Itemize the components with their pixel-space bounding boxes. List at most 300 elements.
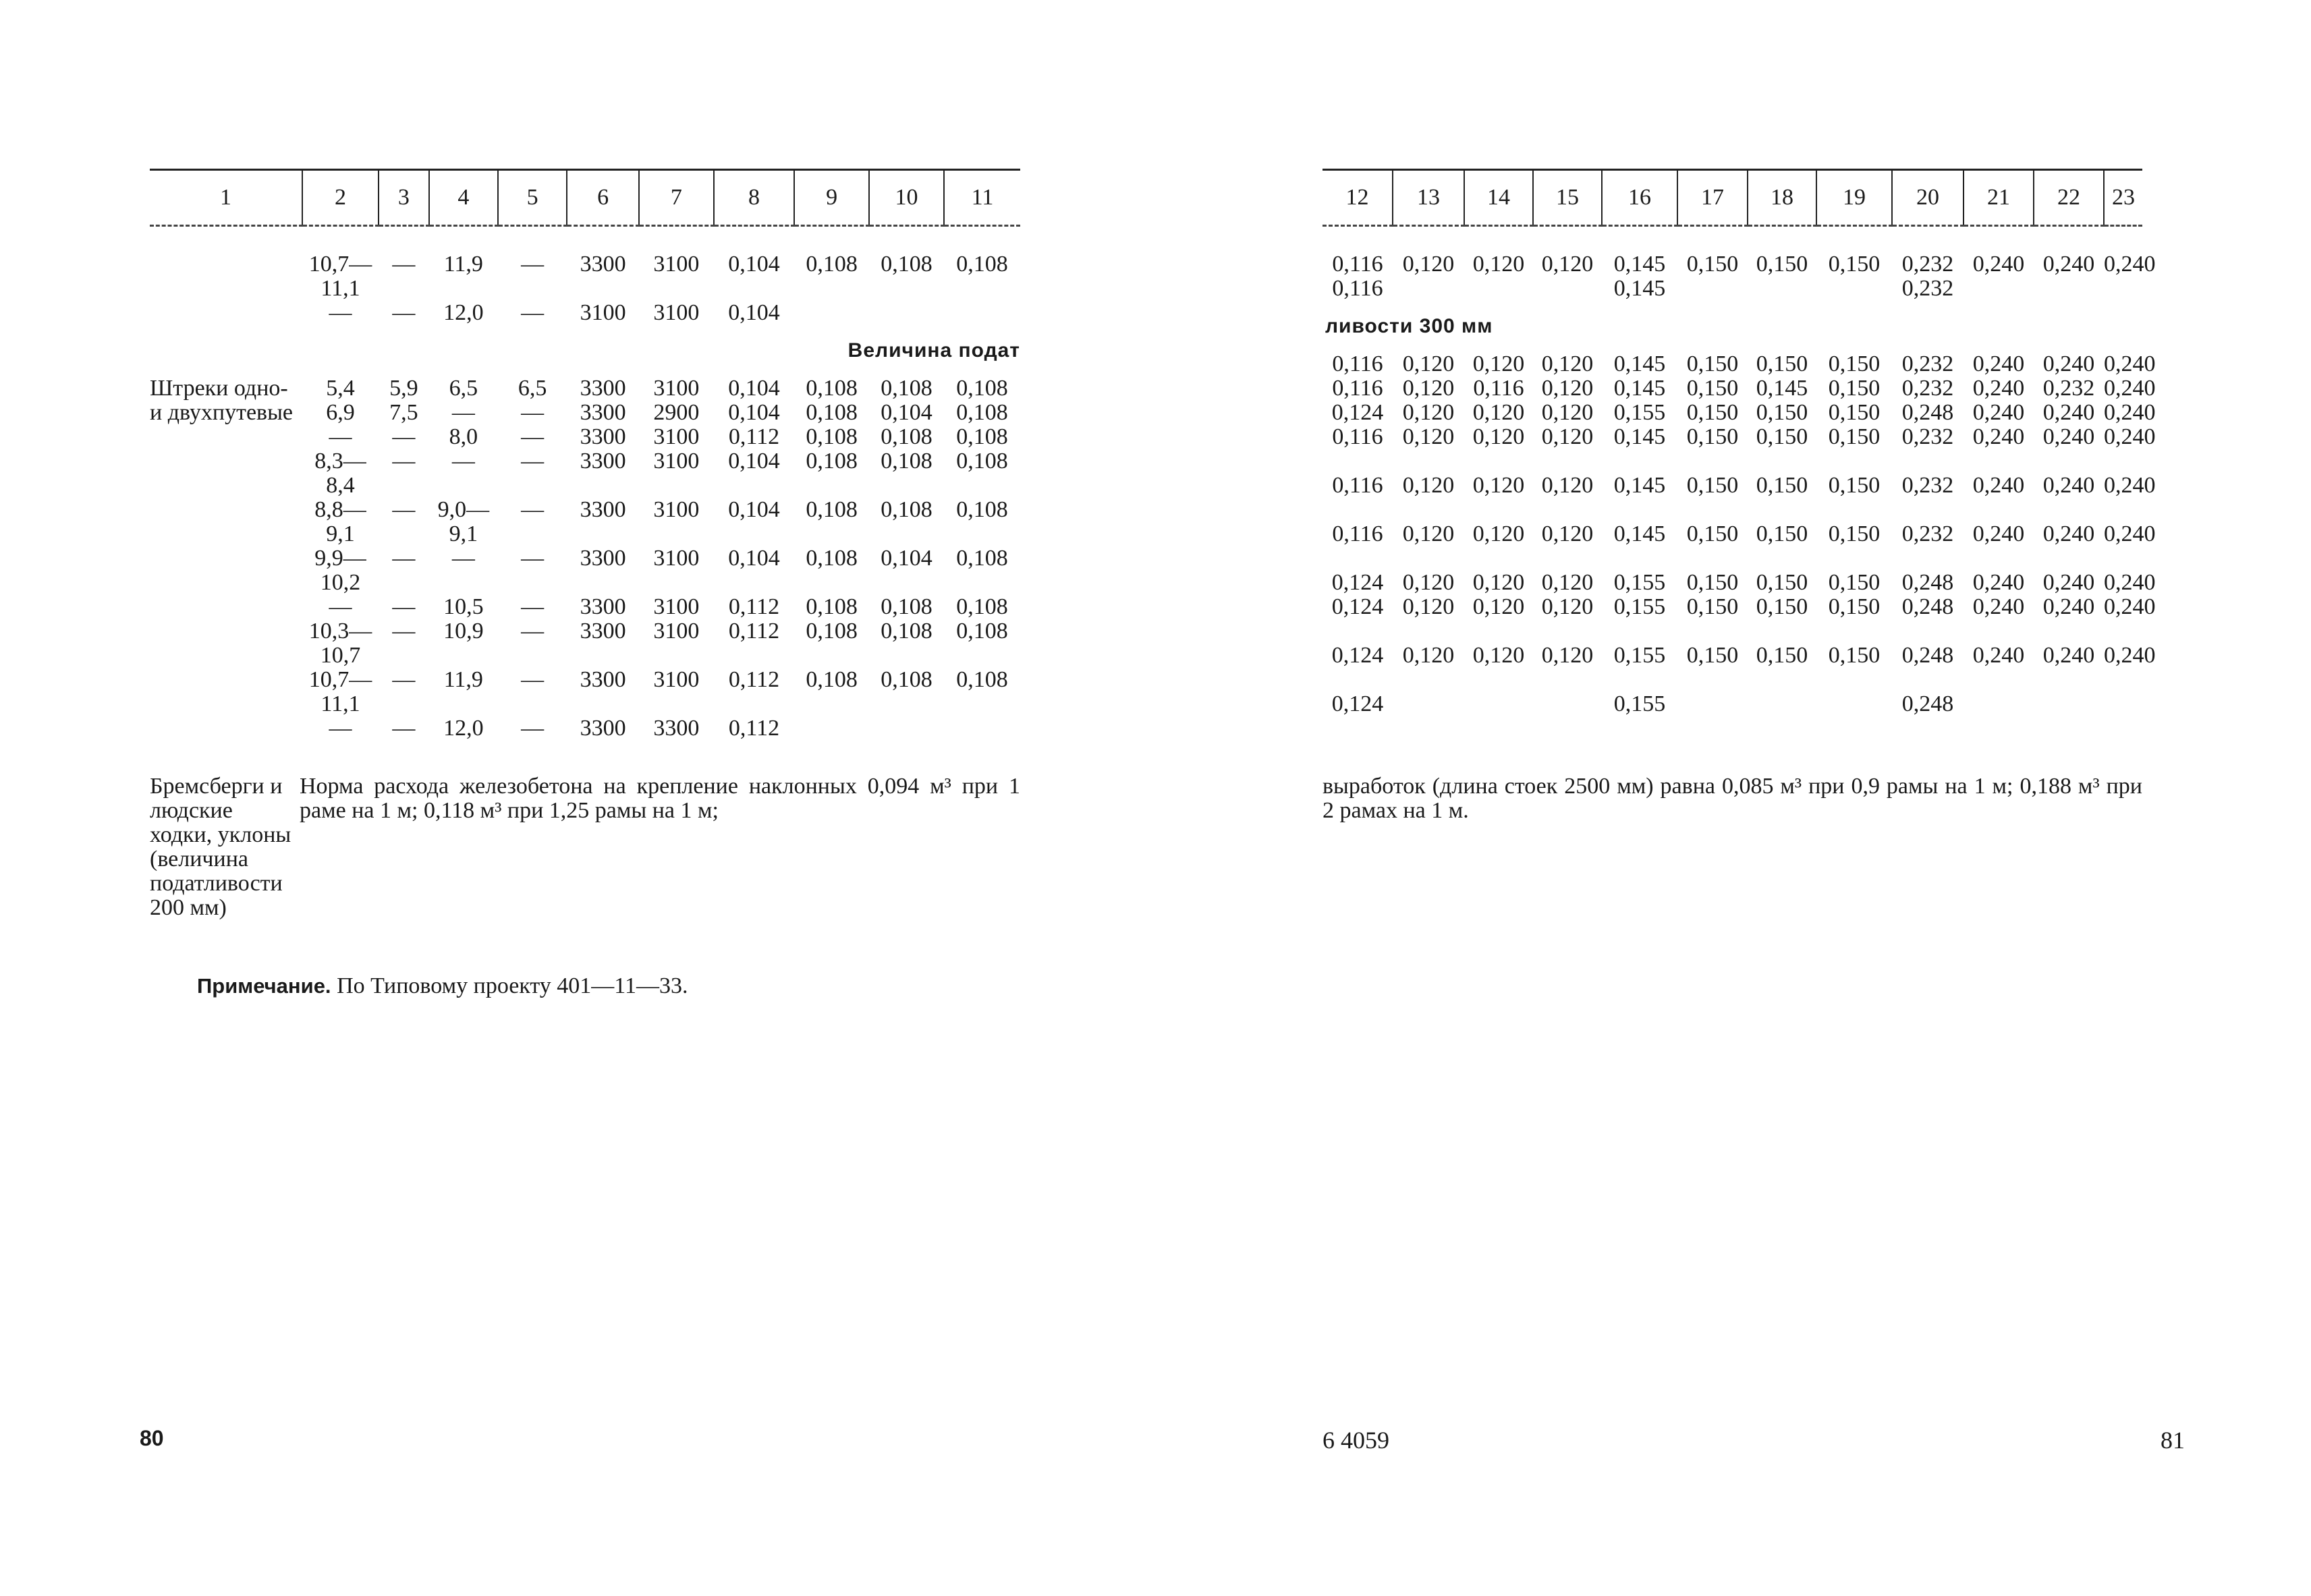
- table-cell: 8,8— 9,1: [314, 497, 366, 546]
- table-cell: [1464, 692, 1533, 716]
- table-cell: 0,150: [1686, 376, 1739, 401]
- column-header: 8: [714, 170, 794, 226]
- table-cell: 0,248: [1901, 570, 1954, 595]
- empty-cell: [150, 595, 302, 619]
- spacer-cell: [1322, 498, 2142, 522]
- table-cell: —: [392, 619, 416, 644]
- table-cell: 0,120: [1541, 400, 1594, 425]
- table-cell: 0,120: [1472, 252, 1525, 277]
- table-cell: 3100: [653, 619, 700, 644]
- table-cell: 0,155: [1613, 570, 1666, 595]
- right-table-body: [1322, 226, 2156, 717]
- table-cell: 3300: [580, 619, 626, 644]
- table-cell: 0,248: [1901, 643, 1954, 668]
- table-cell: 0,108: [806, 400, 858, 425]
- table-cell: 0,108: [881, 424, 932, 449]
- table-cell: 0,248: [1901, 691, 1954, 716]
- table-row: [1322, 352, 2142, 376]
- table-cell: 0,240: [1972, 521, 2025, 546]
- column-header: 6: [567, 170, 639, 226]
- table-cell: 0,120: [1472, 473, 1525, 498]
- table-cell: 0,240: [1972, 376, 2025, 401]
- table-row: [1322, 692, 2142, 716]
- column-header: 3: [379, 170, 429, 226]
- table-cell: 10,7— 11,1: [308, 252, 372, 301]
- table-cell: 0,108: [956, 424, 1008, 449]
- column-header: 11: [944, 170, 1020, 226]
- spacer-row: [1322, 449, 2142, 474]
- column-header: 13: [1393, 170, 1464, 226]
- spacer-cell: [150, 363, 1020, 376]
- table-cell: 0,120: [1402, 594, 1455, 619]
- table-cell: 0,155: [1613, 400, 1666, 425]
- column-header: 21: [1964, 170, 2034, 226]
- table-cell: 0,155: [1613, 594, 1666, 619]
- table-cell: 0,120: [1402, 570, 1455, 595]
- table-cell: 0,116: [1332, 351, 1383, 376]
- row-label: Штреки одно- и двухпутевые: [150, 376, 294, 425]
- column-header: 22: [2034, 170, 2104, 226]
- table-cell: 0,120: [1402, 400, 1455, 425]
- note-text-left: Норма расхода железобетона на крепление наклонных 0,094 м³ при 1 раме на 1 м; 0,118 м³ при 1,25 рамы на 1 м;: [300, 774, 1020, 823]
- table-row: [1322, 595, 2142, 619]
- column-header: 14: [1464, 170, 1533, 226]
- spacer-cell: [1322, 546, 2142, 571]
- table-cell: 0,232: [1901, 351, 1954, 376]
- table-cell: —: [521, 497, 545, 522]
- table-cell: [150, 252, 302, 301]
- table-cell: 0,150: [1828, 473, 1881, 498]
- table-row: [1322, 277, 2142, 301]
- spacer-cell: [1322, 668, 2142, 692]
- table-cell: 0,108: [956, 449, 1008, 474]
- table-cell: 0,150: [1686, 570, 1739, 595]
- table-cell: 3300: [580, 449, 626, 474]
- table-cell: [1816, 692, 1892, 716]
- table-cell: 0,240: [2104, 643, 2156, 668]
- note-row-label: Бремсберги и людские ходки, уклоны (величина податливости 200 мм): [150, 774, 291, 920]
- header-row: [1322, 170, 2142, 226]
- right-page: [1155, 0, 2311, 1596]
- table-cell: 0,108: [956, 252, 1008, 277]
- table-cell: —: [521, 594, 545, 619]
- table-cell: 2900: [653, 400, 700, 425]
- table-cell: [1464, 277, 1533, 301]
- spacer-cell: [1322, 226, 2142, 253]
- table-cell: 0,104: [728, 546, 780, 571]
- table-cell: [1748, 692, 1816, 716]
- table-cell: 0,150: [1756, 521, 1808, 546]
- table-cell: —: [451, 400, 475, 425]
- table-cell: 3300: [580, 594, 626, 619]
- table-row: [150, 376, 1020, 401]
- table-cell: —: [392, 716, 416, 741]
- section-title-right: ливости 300 мм: [1325, 315, 1493, 337]
- table-cell: 3100: [653, 594, 700, 619]
- table-cell: [2034, 692, 2104, 716]
- table-cell: 0,124: [1331, 570, 1384, 595]
- table-cell: [944, 301, 1020, 325]
- table-cell: 0,240: [1972, 473, 2025, 498]
- table-cell: 0,120: [1541, 594, 1594, 619]
- table-cell: [1533, 277, 1602, 301]
- table-cell: 0,150: [1828, 376, 1881, 401]
- table-cell: 0,240: [2042, 252, 2095, 277]
- table-cell: 0,104: [881, 546, 932, 571]
- table-cell: 0,155: [1613, 691, 1666, 716]
- column-header: 5: [498, 170, 567, 226]
- table-cell: 0,232: [1901, 252, 1954, 277]
- table-cell: 0,232: [1901, 276, 1954, 301]
- table-cell: 0,240: [1972, 400, 2025, 425]
- table-cell: 0,240: [2042, 570, 2095, 595]
- table-cell: 0,145: [1613, 473, 1666, 498]
- table-row: [150, 595, 1020, 619]
- table-cell: 0,145: [1613, 252, 1666, 277]
- table-cell: —: [521, 400, 545, 425]
- empty-cell: [150, 498, 302, 546]
- page-number-left: 80: [140, 1426, 164, 1450]
- table-cell: 3100: [653, 449, 700, 474]
- table-cell: 3300: [580, 424, 626, 449]
- table-cell: 10,5: [443, 594, 484, 619]
- table-cell: —: [521, 619, 545, 644]
- table-cell: 0,248: [1901, 594, 1954, 619]
- table-cell: 0,145: [1613, 276, 1666, 301]
- table-cell: 0,108: [806, 376, 858, 401]
- table-cell: —: [392, 449, 416, 474]
- table-cell: 0,120: [1472, 351, 1525, 376]
- table-cell: 0,240: [1972, 570, 2025, 595]
- table-cell: 0,124: [1331, 594, 1384, 619]
- table-row: [150, 252, 1020, 301]
- table-cell: 0,120: [1472, 400, 1525, 425]
- table-cell: 3100: [580, 300, 626, 325]
- table-cell: 0,150: [1828, 400, 1881, 425]
- column-header: 19: [1816, 170, 1892, 226]
- column-header: 9: [794, 170, 869, 226]
- table-row: [1322, 401, 2142, 425]
- table-cell: 8,0: [449, 424, 478, 449]
- table-cell: 0,120: [1541, 643, 1594, 668]
- table-row: [150, 498, 1020, 546]
- table-cell: —: [392, 594, 416, 619]
- table-cell: [2104, 692, 2142, 716]
- spacer-row: [150, 363, 1020, 376]
- table-cell: —: [521, 667, 545, 692]
- table-cell: 0,145: [1613, 521, 1666, 546]
- table-cell: 0,150: [1756, 252, 1808, 277]
- table-cell: 3100: [653, 300, 700, 325]
- table-cell: 0,240: [2104, 376, 2156, 401]
- spacer-cell: [150, 325, 1020, 339]
- table-cell: 0,108: [956, 546, 1008, 571]
- table-cell: 0,248: [1901, 400, 1954, 425]
- table-cell: 3100: [653, 376, 700, 401]
- table-cell: 0,120: [1402, 252, 1455, 277]
- table-cell: 6,9: [326, 400, 355, 425]
- table-cell: 0,116: [1332, 521, 1383, 546]
- table-cell: 0,150: [1828, 594, 1881, 619]
- column-header: 7: [639, 170, 714, 226]
- table-cell: 10,7— 11,1: [308, 667, 372, 716]
- right-table-header: [1322, 170, 2142, 226]
- table-cell: 0,150: [1686, 473, 1739, 498]
- table-cell: 0,120: [1402, 424, 1455, 449]
- table-cell: 0,108: [806, 667, 858, 692]
- note-text-right: выработок (длина стоек 2500 мм) равна 0,085 м³ при 0,9 рамы на 1 м; 0,188 м³ при 2 рамах на 1 м.: [1322, 774, 2142, 823]
- table-cell: 3300: [580, 546, 626, 571]
- table-cell: 0,108: [806, 497, 858, 522]
- table-cell: 0,145: [1613, 424, 1666, 449]
- column-header: 15: [1533, 170, 1602, 226]
- table-cell: 0,104: [728, 376, 780, 401]
- empty-cell: [150, 449, 302, 498]
- table-row: [150, 668, 1020, 716]
- table-cell: 0,104: [728, 300, 780, 325]
- table-cell: 11,9: [443, 252, 483, 277]
- table-cell: —: [392, 667, 416, 692]
- table-cell: 0,240: [2104, 400, 2156, 425]
- table-row: [150, 716, 1020, 741]
- table-cell: —: [521, 546, 545, 571]
- table-cell: 0,108: [806, 449, 858, 474]
- table-cell: 0,120: [1541, 351, 1594, 376]
- table-cell: 0,150: [1756, 351, 1808, 376]
- printer-signature: 6 4059: [1322, 1427, 1389, 1454]
- table-cell: 0,240: [1972, 594, 2025, 619]
- table-cell: 10,9: [443, 619, 484, 644]
- table-cell: 0,120: [1402, 376, 1455, 401]
- table-cell: 0,150: [1828, 570, 1881, 595]
- table-cell: 9,0— 9,1: [437, 497, 490, 546]
- table-cell: 0,120: [1472, 570, 1525, 595]
- table-cell: 0,240: [2104, 570, 2156, 595]
- table-cell: 3100: [653, 546, 700, 571]
- table-cell: [2034, 277, 2104, 301]
- table-cell: 0,150: [1756, 400, 1808, 425]
- table-cell: 0,120: [1402, 521, 1455, 546]
- table-cell: [794, 716, 869, 741]
- spacer-row: [1322, 498, 2142, 522]
- section-row: [150, 339, 1020, 363]
- table-row: [150, 546, 1020, 595]
- table-cell: —: [521, 424, 545, 449]
- table-cell: 0,150: [1686, 351, 1739, 376]
- right-data-table: [1322, 169, 2156, 716]
- table-cell: 0,240: [1972, 424, 2025, 449]
- table-cell: 0,108: [806, 619, 858, 644]
- table-cell: 0,150: [1828, 424, 1881, 449]
- table-cell: 0,108: [881, 497, 932, 522]
- table-cell: 0,240: [2042, 594, 2095, 619]
- table-cell: [150, 301, 302, 325]
- table-cell: 0,150: [1686, 594, 1739, 619]
- table-cell: 0,124: [1331, 643, 1384, 668]
- spacer-cell: [1322, 339, 2142, 352]
- empty-cell: [150, 546, 302, 595]
- table-cell: —: [521, 300, 545, 325]
- table-cell: 0,116: [1332, 276, 1383, 301]
- table-cell: 0,108: [806, 424, 858, 449]
- table-cell: 0,120: [1472, 521, 1525, 546]
- table-cell: 0,108: [881, 619, 932, 644]
- footnote-text: По Типовому проекту 401—11—33.: [337, 973, 688, 998]
- table-cell: 0,108: [806, 252, 858, 277]
- table-cell: 0,108: [806, 546, 858, 571]
- table-cell: 3300: [580, 400, 626, 425]
- table-cell: 0,112: [728, 424, 780, 449]
- table-cell: 3300: [580, 716, 626, 741]
- column-header: 18: [1748, 170, 1816, 226]
- table-cell: —: [392, 300, 416, 325]
- table-cell: 0,120: [1472, 643, 1525, 668]
- table-cell: 0,150: [1828, 351, 1881, 376]
- left-table-header: [150, 170, 1020, 226]
- table-cell: 6,5: [449, 376, 478, 401]
- table-row: [1322, 252, 2142, 277]
- table-cell: 0,120: [1472, 424, 1525, 449]
- table-row: [150, 619, 1020, 668]
- spacer-cell: [1322, 619, 2142, 644]
- table-cell: 0,240: [1972, 351, 2025, 376]
- table-cell: 7,5: [389, 400, 418, 425]
- spacer-row: [1322, 301, 2142, 314]
- spacer-row: [1322, 668, 2142, 692]
- table-cell: 3300: [580, 376, 626, 401]
- table-cell: 12,0: [443, 300, 484, 325]
- table-cell: 0,120: [1541, 252, 1594, 277]
- table-cell: 0,120: [1541, 473, 1594, 498]
- table-cell: [2104, 277, 2142, 301]
- table-cell: 10,3— 10,7: [308, 619, 372, 668]
- table-cell: —: [392, 546, 416, 571]
- table-cell: 0,108: [956, 400, 1008, 425]
- empty-cell: [150, 619, 302, 668]
- spacer-row: [150, 226, 1020, 253]
- spacer-row: [1322, 226, 2142, 253]
- left-data-table: [150, 169, 1020, 741]
- table-cell: 0,150: [1756, 473, 1808, 498]
- table-cell: 3100: [653, 252, 700, 277]
- table-cell: 0,108: [956, 619, 1008, 644]
- table-cell: 0,108: [881, 594, 932, 619]
- table-cell: 0,112: [728, 619, 780, 644]
- table-cell: 0,120: [1402, 473, 1455, 498]
- column-header: 20: [1892, 170, 1964, 226]
- table-cell: 0,116: [1332, 473, 1383, 498]
- table-cell: 0,145: [1613, 351, 1666, 376]
- table-cell: 0,145: [1756, 376, 1808, 401]
- table-row: [1322, 571, 2142, 595]
- table-cell: 0,240: [2104, 351, 2156, 376]
- empty-cell: [150, 668, 302, 716]
- table-cell: 0,104: [881, 400, 932, 425]
- table-cell: —: [392, 424, 416, 449]
- table-cell: [944, 716, 1020, 741]
- table-cell: 3300: [580, 667, 626, 692]
- table-cell: [869, 301, 944, 325]
- table-cell: 0,232: [1901, 424, 1954, 449]
- table-cell: —: [329, 300, 352, 325]
- left-table-body: [150, 226, 1020, 741]
- table-cell: 0,240: [1972, 252, 2025, 277]
- table-cell: 0,124: [1331, 691, 1384, 716]
- table-cell: 0,124: [1331, 400, 1384, 425]
- footnote: [197, 974, 688, 998]
- table-cell: 0,108: [956, 497, 1008, 522]
- table-cell: 9,9— 10,2: [314, 546, 366, 595]
- table-cell: 3300: [580, 252, 626, 277]
- table-cell: [1816, 277, 1892, 301]
- left-page: [0, 0, 1155, 1596]
- table-cell: 0,145: [1613, 376, 1666, 401]
- column-header: 4: [429, 170, 498, 226]
- table-cell: 0,150: [1686, 643, 1739, 668]
- table-cell: 0,150: [1686, 400, 1739, 425]
- table-cell: —: [392, 252, 416, 277]
- table-cell: 0,120: [1472, 594, 1525, 619]
- spacer-row: [1322, 546, 2142, 571]
- table-cell: 0,116: [1332, 252, 1383, 277]
- table-cell: —: [451, 546, 475, 571]
- table-cell: 8,3— 8,4: [314, 449, 366, 498]
- table-cell: [1964, 692, 2034, 716]
- table-cell: —: [329, 424, 352, 449]
- table-row: [150, 449, 1020, 498]
- table-row: [1322, 425, 2142, 449]
- table-cell: 0,104: [728, 449, 780, 474]
- table-cell: 3100: [653, 424, 700, 449]
- table-cell: 0,240: [2042, 643, 2095, 668]
- table-cell: 0,240: [2042, 351, 2095, 376]
- table-cell: 0,108: [881, 449, 932, 474]
- table-cell: 0,116: [1332, 424, 1383, 449]
- table-cell: [1964, 277, 2034, 301]
- table-cell: 12,0: [443, 716, 484, 741]
- table-cell: 0,150: [1686, 424, 1739, 449]
- table-cell: 0,120: [1541, 376, 1594, 401]
- table-cell: 0,150: [1828, 521, 1881, 546]
- table-cell: 0,240: [2104, 473, 2156, 498]
- table-cell: —: [392, 497, 416, 522]
- table-cell: 0,240: [2104, 521, 2156, 546]
- table-cell: —: [451, 449, 475, 474]
- table-cell: 0,108: [881, 376, 932, 401]
- spacer-row: [1322, 619, 2142, 644]
- table-cell: 0,108: [956, 594, 1008, 619]
- table-cell: 0,150: [1828, 643, 1881, 668]
- table-cell: 0,150: [1756, 424, 1808, 449]
- table-cell: 0,232: [2042, 376, 2095, 401]
- table-cell: [1677, 692, 1748, 716]
- table-cell: 3300: [580, 497, 626, 522]
- table-cell: 0,232: [1901, 376, 1954, 401]
- table-cell: 0,112: [728, 594, 780, 619]
- table-cell: 0,240: [2042, 473, 2095, 498]
- section-title-left: Величина подат: [847, 339, 1020, 362]
- table-cell: —: [329, 594, 352, 619]
- table-cell: 0,150: [1756, 570, 1808, 595]
- table-cell: —: [521, 449, 545, 474]
- table-cell: 0,120: [1541, 570, 1594, 595]
- table-cell: 0,150: [1756, 643, 1808, 668]
- spacer-row: [150, 325, 1020, 339]
- table-cell: 0,104: [728, 252, 780, 277]
- table-row: [1322, 644, 2142, 668]
- table-cell: 5,9: [389, 376, 418, 401]
- column-header: 17: [1677, 170, 1748, 226]
